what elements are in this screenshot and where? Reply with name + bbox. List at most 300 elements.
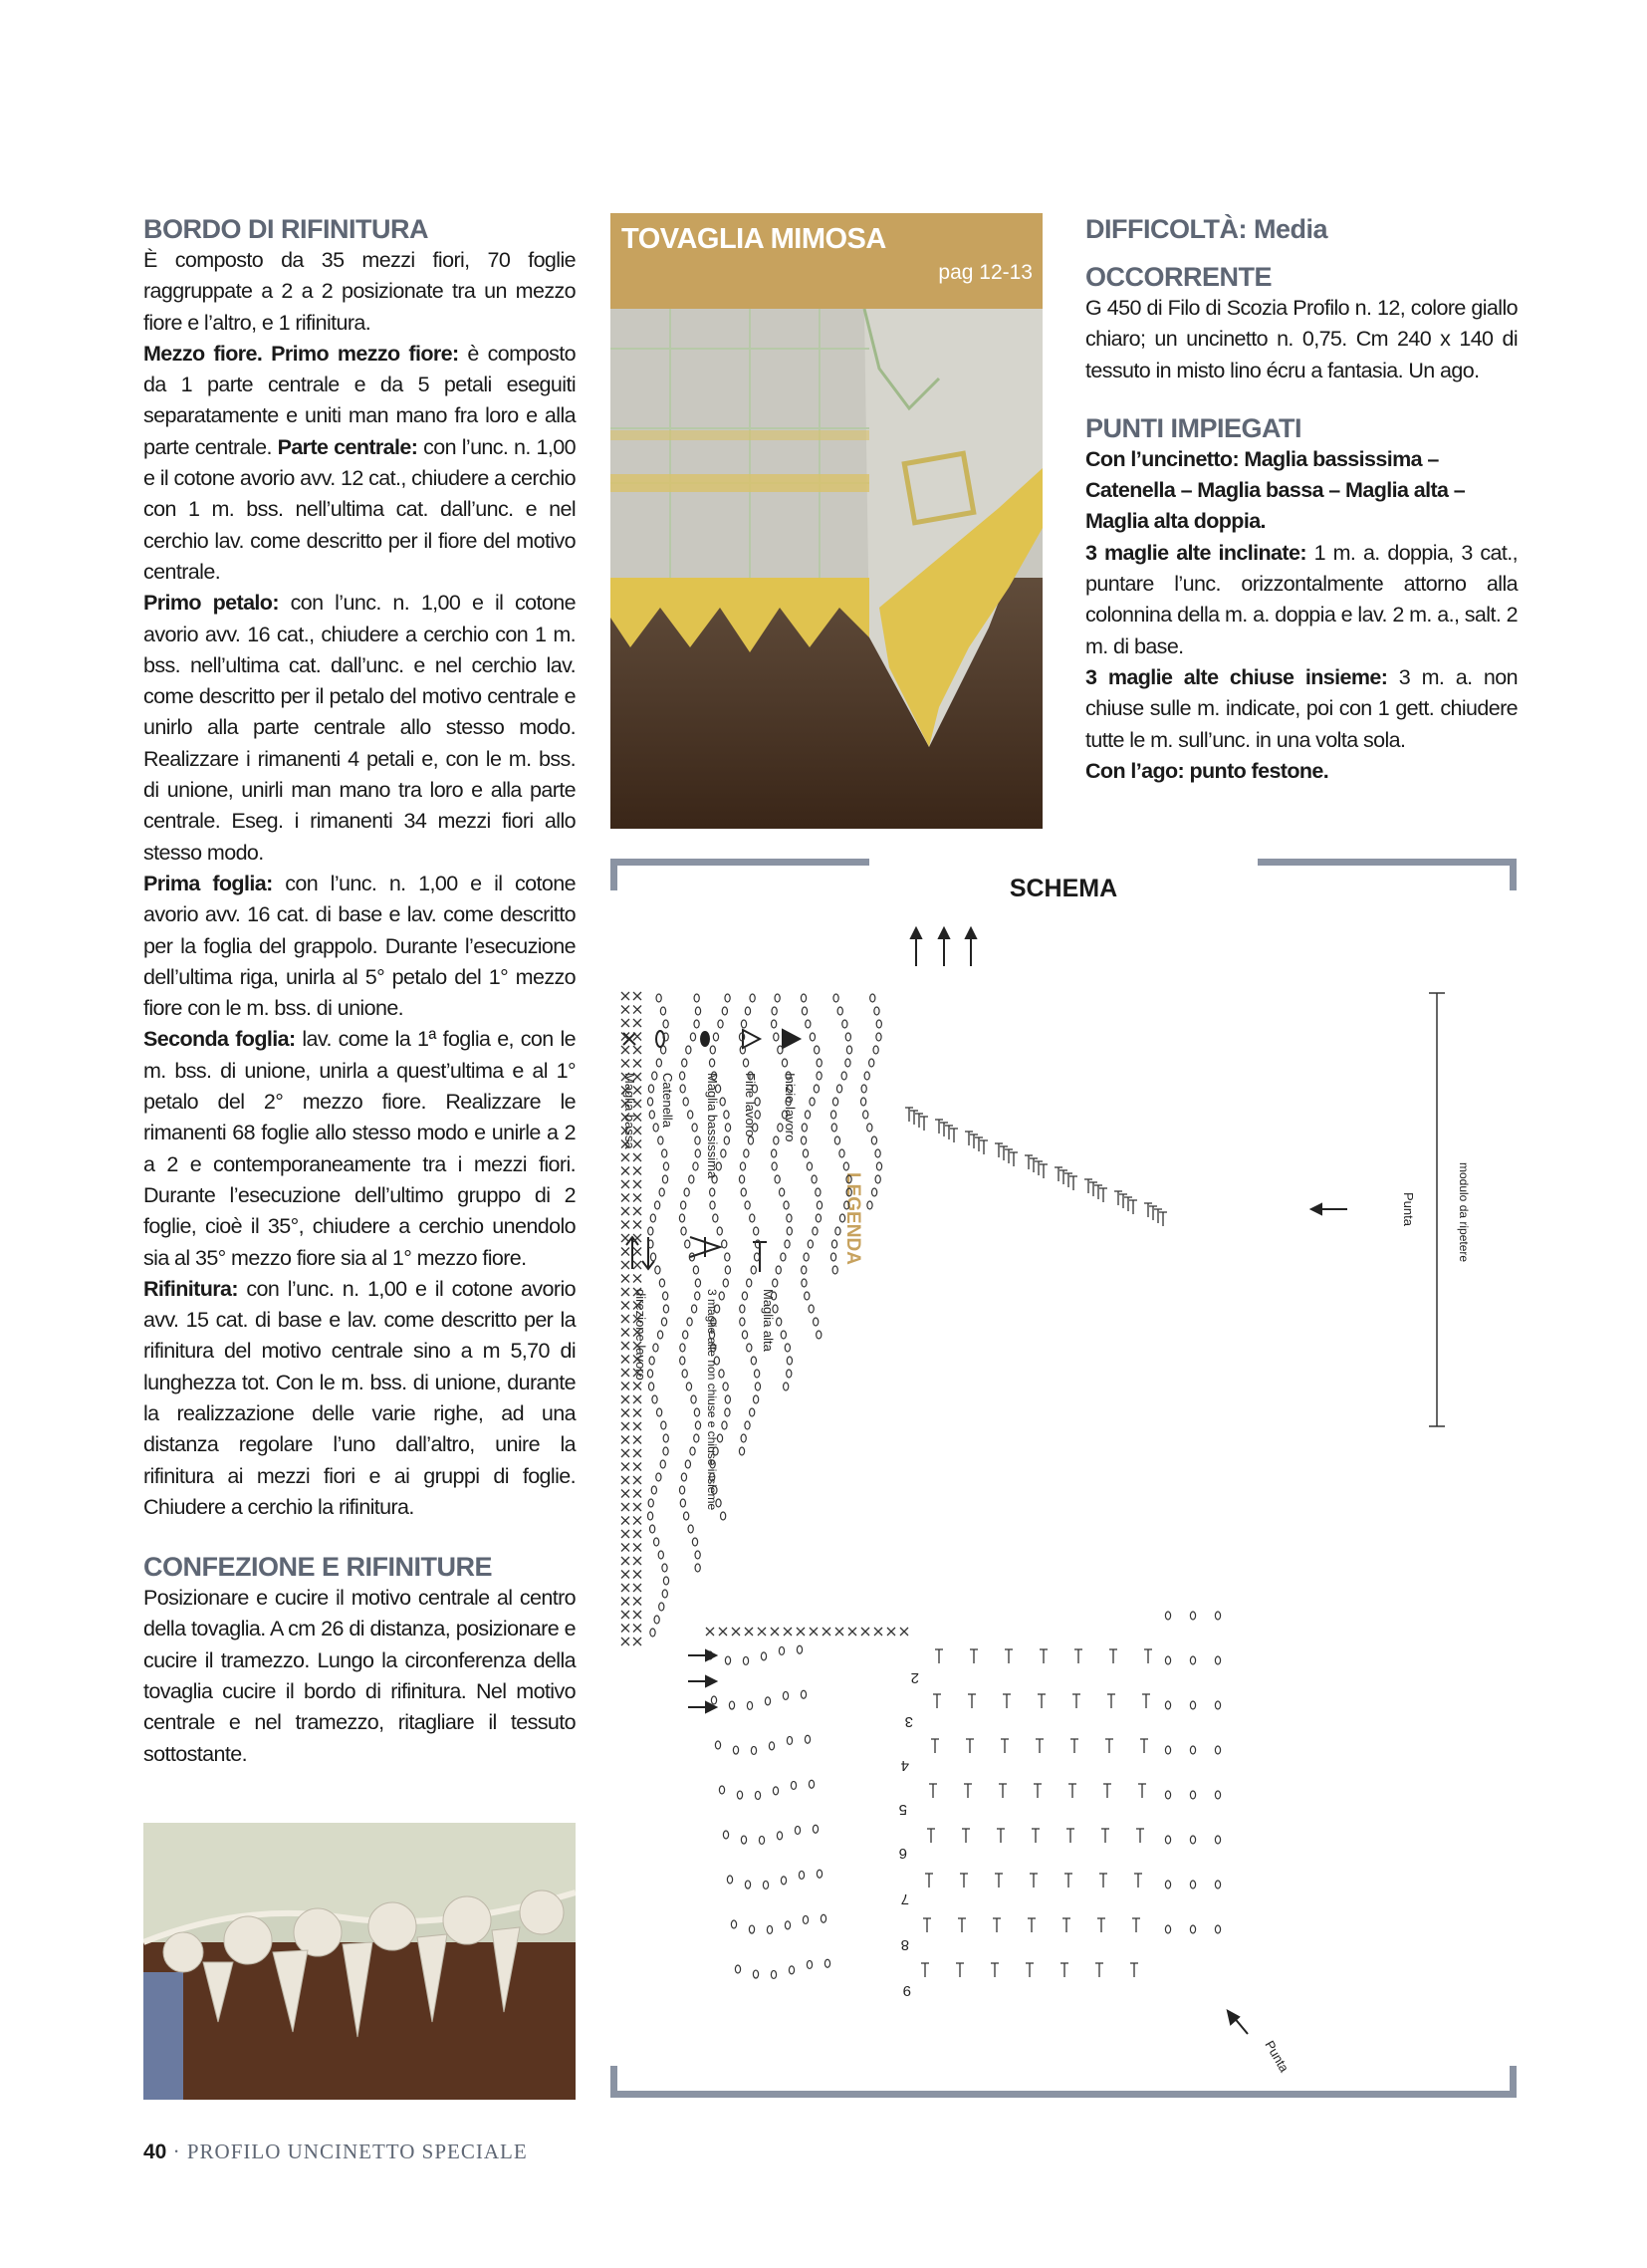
catenella-mark [1215,1836,1220,1844]
maglia-alta-mark [1144,1203,1152,1217]
catenella-mark [661,1318,666,1326]
maglia-alta-mark [975,1137,983,1151]
maglia-bassa-mark [621,1248,629,1256]
section-title-punti: PUNTI IMPIEGATI [1085,412,1302,443]
maglia-bassa-mark [848,1628,856,1636]
catenella-mark [687,1318,692,1326]
catenella-mark [781,1253,786,1261]
catenella-mark [656,1473,661,1481]
catenella-mark [659,1603,664,1611]
catenella-mark [1215,1746,1220,1754]
catenella-mark [1190,1746,1195,1754]
catenella-mark [745,1881,750,1889]
catenella-mark [658,1551,663,1559]
catenella-mark [722,1007,727,1015]
maglia-bassa-mark [621,1584,629,1592]
catenella-mark [735,1965,740,1973]
maglia-bassa-mark [621,1383,629,1390]
maglia-alta-mark [1097,1918,1105,1932]
catenella-mark [745,1007,750,1015]
catenella-mark [694,1020,699,1028]
catenella-mark [725,1656,730,1664]
catenella-mark [773,1279,778,1287]
catenella-mark [715,1741,720,1749]
tablecloth-photo [610,309,1043,829]
catenella-mark [785,1344,790,1352]
modulo-label: modulo da ripetere [1457,1162,1471,1263]
catenella-mark [742,1331,747,1339]
catenella-mark [685,1240,690,1248]
maglia-alta-mark [929,1784,937,1798]
maglia-bassa-mark [621,1517,629,1525]
maglia-bassa-mark [633,1046,641,1054]
maglia-bassa-mark [797,1628,805,1636]
catenella-mark [1165,1746,1170,1754]
catenella-mark [845,1033,850,1041]
catenella-mark [810,1033,815,1041]
catenella-mark [761,1652,766,1660]
catenella-mark [648,1499,653,1507]
maglia-bassa-mark [621,1342,629,1350]
catenella-mark [1215,1791,1220,1799]
page-reference: pag 12-13 [938,261,1033,284]
catenella-mark [817,1870,822,1878]
catenella-mark [647,1512,652,1520]
catenella-mark [683,1331,688,1339]
catenella-mark [816,1214,821,1222]
catenella-mark [781,1877,786,1885]
maglia-bassa-mark [874,1628,882,1636]
catenella-mark [1190,1612,1195,1620]
maglia-bassa-mark [633,1194,641,1202]
modulo-bracket [1429,993,1445,1426]
catenella-mark [777,1832,782,1840]
maglia-alta-mark [925,1874,933,1888]
maglia-bassa-mark [621,1557,629,1565]
maglia-bassa-mark [621,1302,629,1310]
catenella-mark [648,1085,653,1093]
maglia-bassa-mark [621,1571,629,1579]
catenella-mark [751,1746,756,1754]
catenella-mark [662,1149,667,1157]
maglia-alta-mark [1005,1649,1013,1663]
catenella-mark [742,1292,747,1300]
catenella-mark [733,1746,738,1754]
catenella-mark [710,1046,715,1054]
maglia-alta-mark [964,1784,972,1798]
maglia-alta-mark [962,1829,970,1843]
catenella-mark [1215,1656,1220,1664]
catenella-mark [1215,1881,1220,1889]
maglia-bassa-mark [621,1369,629,1377]
legend-inizio: Inizio lavoro [783,1073,798,1142]
catenella-mark [691,1305,696,1313]
legend-alta: Maglia alta [761,1289,776,1352]
paragraph-maglie-chiuse: 3 maglie alte chiuse insieme: 3 m. a. non chiuse sulle m. indicate, poi con 1 gett. chiudere tutte le m. sull’unc. in una volta sola. [1085,664,1519,752]
catenella-mark [729,1701,734,1709]
maglia-alta-mark [1101,1829,1109,1843]
catenella-mark [739,1175,744,1183]
maglia-alta-mark [995,1143,1003,1157]
catenella-mark [744,1149,749,1157]
catenella-mark [713,1214,718,1222]
catenella-mark [741,1836,746,1844]
svg-text:7: 7 [900,1890,909,1907]
catenella-mark [695,1007,700,1015]
difficulty: DIFFICOLTÀ: Media [1085,214,1327,244]
legend-chiuse: 3 maglie alte non chiuse e chiuse insieme [705,1289,719,1511]
catenella-mark [1165,1701,1170,1709]
paragraph-occorrente: G 450 di Filo di Scozia Profilo n. 12, colore giallo chiaro; un uncinetto n. 0,75. Cm 240 x 140 di tessuto in misto lino écru a fantasia. Un ago. [1085,296,1518,382]
maglia-bassa-mark [633,1611,641,1619]
catenella-mark [817,1331,822,1339]
paragraph-ago: Con l’ago: punto festone. [1085,758,1329,783]
punta-label-2: Punta [1262,2038,1293,2075]
catenella-mark [662,1590,667,1598]
catenella-mark [873,1046,878,1054]
catenella-mark [806,1020,811,1028]
catenella-mark [875,1175,880,1183]
schema-title: SCHEMA [1009,875,1118,902]
catenella-mark [813,1825,818,1833]
catenella-mark [805,1111,810,1119]
maglia-alta-mark [1036,1739,1044,1753]
catenella-mark [809,1305,814,1313]
maglia-bassa-mark [633,1383,641,1390]
catenella-mark [662,1564,667,1572]
maglia-bassa-mark [861,1628,869,1636]
catenella-mark [680,1344,685,1352]
maglia-alta-mark [1062,1918,1070,1932]
catenella-mark [870,994,875,1002]
maglia-bassa-mark [633,1598,641,1606]
catenella-mark [872,1188,877,1196]
maglia-alta-mark [1064,1874,1072,1888]
left-column [143,213,576,1770]
catenella-mark [833,994,838,1002]
catenella-mark [772,1162,777,1170]
maglia-alta-mark [1038,1694,1046,1708]
maglia-bassa-mark [633,1153,641,1161]
catenella-mark [754,1253,759,1261]
maglia-alta-mark [1068,1784,1076,1798]
maglia-alta-mark [1132,1918,1140,1932]
catenella-mark [802,1279,807,1287]
maglia-bassa-mark [621,1180,629,1188]
catenella-mark [680,1357,685,1365]
maglia-bassa-mark [719,1628,727,1636]
maglia-alta-mark [1105,1739,1113,1753]
catenella-mark [784,1201,789,1209]
catenella-mark [682,1059,687,1067]
maglia-alta-mark [1003,1694,1011,1708]
catenella-mark [785,1921,790,1929]
maglia-alta-mark [1032,1829,1040,1843]
catenella-mark [755,1370,760,1378]
project-title: TOVAGLIA MIMOSA [621,223,886,255]
catenella-mark [781,1331,786,1339]
svg-text:8: 8 [900,1936,909,1953]
catenella-mark [660,1460,665,1468]
maglia-bassa-mark [706,1628,714,1636]
maglia-alta-mark [1040,1649,1048,1663]
catenella-mark [759,1836,764,1844]
maglia-alta-mark [1035,1161,1043,1175]
maglia-bassa-mark [621,1598,629,1606]
maglia-alta-mark [1130,1963,1138,1977]
catenella-mark [741,1188,746,1196]
catenella-mark [769,1742,774,1750]
catenella-mark [695,1149,700,1157]
catenella-mark [740,1305,745,1313]
maglia-alta-mark [1010,1152,1018,1166]
catenella-mark [695,1292,700,1300]
catenella-mark [843,1162,848,1170]
catenella-mark [1165,1925,1170,1933]
maglia-bassa-mark [633,1207,641,1215]
section-title-bordo: BORDO DI RIFINITURA [143,214,428,244]
catenella-mark [662,1175,667,1183]
catenella-mark [765,1697,770,1705]
maglia-alta-mark [1028,1918,1036,1932]
catenella-mark [774,1033,779,1041]
catenella-mark [832,1266,837,1274]
legend-catenella: Catenella [660,1073,675,1128]
maglia-bassa-mark [621,1409,629,1417]
maglia-alta-mark [960,1874,968,1888]
catenella-mark [784,1383,789,1390]
schema-frame [610,859,1517,2098]
maglia-bassa-mark [887,1628,895,1636]
catenella-mark [775,1175,780,1183]
maglia-bassa-mark [621,1625,629,1633]
maglia-bassa-mark [621,1422,629,1430]
catenella-mark [725,1124,730,1132]
maglia-alta-mark [923,1918,931,1932]
maglia-alta-mark [1040,1164,1048,1178]
catenella-mark [722,1421,727,1429]
paragraph-bordo-intro: È composto da 35 mezzi fiori, 70 foglie raggruppate a 2 a 2 posizionate tra un mezzo fiore e l’altro, e 1 rifinitura. [143,248,576,335]
catenella-mark [686,1046,691,1054]
catenella-mark [694,1408,699,1416]
catenella-mark [719,1786,724,1794]
catenella-mark [724,1111,729,1119]
catenella-mark [1165,1612,1170,1620]
catenella-mark [1190,1701,1195,1709]
maglia-bassa-mark [621,1463,629,1471]
maglia-alta-mark [1138,1784,1146,1798]
maglia-bassa-mark [633,1449,641,1457]
maglia-bassa-mark [621,1638,629,1645]
maglia-bassa-mark [633,1033,641,1041]
catenella-mark [797,1645,802,1653]
catenella-mark [782,1059,787,1067]
catenella-mark [817,1059,822,1067]
maglia-alta-mark [966,1739,974,1753]
maglia-alta-mark [1114,1191,1122,1205]
maglia-alta-mark [1109,1649,1117,1663]
catenella-mark [814,1085,819,1093]
catenella-mark [750,1408,755,1416]
catenella-mark [663,1020,668,1028]
maglia-alta-mark [1103,1784,1111,1798]
catenella-mark [763,1881,768,1889]
maglia-bassa-mark [745,1628,753,1636]
catenella-mark [754,1227,759,1235]
maglia-bassa-mark [633,1530,641,1538]
catenella-mark [805,1735,810,1743]
catenella-mark [814,1318,819,1326]
catenella-mark [711,1696,716,1704]
catenella-mark [816,1188,821,1196]
legend-title: LEGENDA [842,1172,863,1265]
catenella-mark [747,1701,752,1709]
page-footer [143,2140,528,2164]
catenella-mark [1190,1925,1195,1933]
catenella-mark [647,1098,652,1106]
catenella-mark [721,1512,726,1520]
catenella-mark [776,1266,781,1274]
catenella-mark [688,1525,693,1533]
catenella-mark [791,1781,796,1789]
catenella-mark [661,1421,666,1429]
catenella-mark [1190,1881,1195,1889]
catenella-mark [775,994,780,1002]
catenella-mark [834,1136,839,1144]
catenella-mark [1165,1836,1170,1844]
catenella-mark [695,1551,700,1559]
paragraph-primo-petalo: Primo petalo: con l’unc. n. 1,00 e il cotone avorio avv. 16 cat., chiudere a cerchio con 1 m. bss. nell’ultima cat. dall’unc. e nel cerchio lav. come descritto per il petalo del motivo centrale e unirlo alla parte centrale allo stesso modo. Realizzare i rimanenti 4 petali e, con le m. bss. di unione, unirli man mano tra loro e alla parte centrale. Eseg. i rimanenti 34 mezzi fiori allo stesso modo. [143,591,576,865]
maglia-bassa-mark [633,992,641,1000]
catenella-mark [650,1525,655,1533]
catenella-mark [863,1111,868,1119]
catenella-mark [741,1434,746,1442]
catenella-mark [655,1201,660,1209]
maglia-alta-mark [920,1117,928,1131]
maglia-alta-mark [935,1649,943,1663]
maglia-alta-mark [933,1694,941,1708]
maglia-bassa-mark [621,1019,629,1027]
catenella-mark [831,1124,836,1132]
maglia-bassa-mark [621,1006,629,1014]
catenella-mark [681,1473,686,1481]
maglia-alta-mark [1074,1649,1082,1663]
maglia-bassa-mark [633,1167,641,1175]
catenella-mark [1190,1656,1195,1664]
right-column [1085,213,1518,787]
catenella-mark [871,1136,876,1144]
catenella-mark [832,1098,837,1106]
maglia-alta-mark [970,1134,978,1148]
svg-text:9: 9 [902,1982,911,1999]
catenella-mark [655,1266,660,1274]
catenella-mark [779,1646,784,1654]
maglia-alta-mark [991,1963,999,1977]
catenella-mark [650,1629,655,1637]
catenella-mark [750,1214,755,1222]
catenella-mark [1215,1925,1220,1933]
catenella-mark [778,1046,783,1054]
maglia-bassa-mark [621,1234,629,1242]
maglia-bassa-mark [758,1628,766,1636]
catenella-mark [653,1124,658,1132]
catenella-mark [650,1253,655,1261]
legend-direzione: direzione lavoro [633,1289,648,1381]
catenella-mark [787,1227,792,1235]
catenella-mark [731,1920,736,1928]
catenella-mark [650,1214,655,1222]
project-title-box [610,213,1043,309]
catenella-mark [737,1791,742,1799]
catenella-mark [812,1175,817,1183]
catenella-mark [694,994,699,1002]
catenella-mark [649,1111,654,1119]
catenella-mark [795,1826,800,1834]
catenella-mark [695,1136,700,1144]
maglia-bassa-mark [621,1207,629,1215]
catenella-mark [783,1691,788,1699]
catenella-mark [690,1447,695,1455]
catenella-mark [750,994,755,1002]
maglia-bassa-mark [621,1436,629,1444]
maglia-alta-mark [995,1874,1003,1888]
maglia-alta-mark [1072,1694,1080,1708]
catenella-mark [725,994,730,1002]
catenella-mark [749,1925,754,1933]
maglia-bassa-mark [621,1503,629,1511]
maglia-bassa-mark [823,1628,830,1636]
maglia-bassa-mark [633,1275,641,1283]
catenella-mark [680,1085,685,1093]
punta-arrow-1 [1311,1204,1347,1214]
catenella-mark [817,1072,822,1080]
catenella-mark [876,1162,881,1170]
maglia-alta-mark [950,1129,958,1142]
maglia-alta-mark [915,1114,923,1128]
maglia-bassa-mark [621,1288,629,1296]
catenella-mark [717,1227,722,1235]
catenella-mark [724,1136,729,1144]
maglia-alta-mark [1107,1694,1115,1708]
catenella-mark [743,1656,748,1664]
catenella-mark [656,994,661,1002]
catenella-mark [723,1279,728,1287]
catenella-mark [692,1538,697,1546]
catenella-mark [817,1201,822,1209]
maglia-alta-mark [931,1739,939,1753]
catenella-mark [874,1007,879,1015]
catenella-mark [654,1538,659,1546]
catenella-mark [710,1188,715,1196]
catenella-mark [725,1408,730,1416]
maglia-bassa-mark [784,1628,792,1636]
maglia-alta-mark [1140,1739,1148,1753]
catenella-mark [836,1085,841,1093]
maglia-alta-mark [1066,1829,1074,1843]
border-detail-photo [143,1823,576,2100]
catenella-mark [743,1059,748,1067]
catenella-mark [648,1383,653,1390]
catenella-mark [684,1188,689,1196]
punta-arrow-2 [1228,2011,1248,2034]
maglia-bassa-mark [633,1221,641,1229]
catenella-mark [725,1253,730,1261]
catenella-mark [867,1124,872,1132]
catenella-mark [799,1871,804,1879]
maglia-bassa-mark [621,1476,629,1484]
legend-fine: Fine lavoro [743,1073,758,1137]
maglia-bassa-mark [633,1503,641,1511]
